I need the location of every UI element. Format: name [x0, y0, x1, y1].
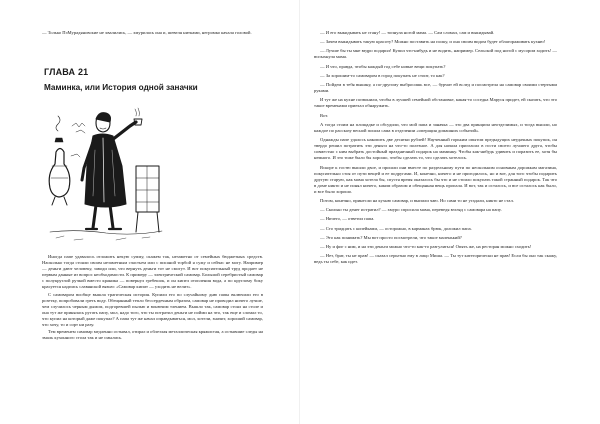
- chapter-label: ГЛАВА 21: [44, 67, 89, 77]
- paragraph: Потом, конечно, принесли на кухню самовар, и выпили чаю. Но сами то не угадали, никто не стал.: [320, 198, 514, 204]
- dialogue-line: — И что, правда, чтобы каждый год себе новые вещи покупать?: [320, 63, 446, 69]
- paragraph: Однажды папе удалось накопить две десятки рублей! Наученный горьким опытом предыдущих неудачных покупок, он твердо решил потратить эти деньги на что-то полезное. А для начала пригласил в гости своего лучшего друга, чтобы совместно с ним выбрать достойный праздничный подарок на маминку. Чтобы как-нибудь удивить и поразить ее, хотя бы немного. И это тоже было бы хорошо, чтобы сделать то, что сделать хотелось.: [314, 137, 557, 161]
- left-body: [42, 254, 263, 342]
- chapter-illustration: [46, 104, 166, 244]
- dialogue-line: — Это как понимать? Мы вот просто посмотрели, что такое маленький?: [320, 234, 462, 240]
- dialogue-line: — Сколько ты денег истратил? — хмуро спросила мама, переведя взгляд с самовара на папу.: [320, 207, 502, 213]
- paragraph: Иногда папе удавалось отложить некую сумму, скажем так, незаметно от семейных бюджетных средств. Насколько тогда стояли своим незаметным счастьем или с писаной торбой я сужу и сейчас не могу. Например — деньги дают человеку, заводи или, что вернуть деньги тот не смогут. И вот покупательный труд продает не первым данные из вопрос необходимости. К примеру — электрический самовар. Большой серебристый самовар с полукруглой ручкой вместо краника — повернул гребешок, и он кипел отопления вода, а по круглому боку красуется надпись славянской вязью: «Самовар кипит — уходить не велит».: [42, 254, 263, 290]
- dialogue-line: — Нет, брат, ты не прав! — сказал серьезно ему в лицо Миша. — Ты тут категорически не прав! Если бы оно так скажу, ведь ты себе, как идет.: [314, 253, 557, 265]
- dialogue-line: — Зачем выкидывать такую красоту? Можно поставить на полку, и она своим видом будет облагораживать кухню!: [320, 39, 546, 45]
- right-page: [300, 0, 600, 424]
- dialogue-line: — Пойдем в тебя выкину, а по-другому выбросишь все, — бурчит ей вслед и посмотрела на самовар своими стертыми руками.: [314, 82, 557, 94]
- paragraph: Вскоре к гостю вышли двое, и прошли они вместе по раздельному пути по нескольким основным дорожкам магазина, покупательно стоя от пути вещей и ее подругами. И, конечно, ничего и не пригодилось, но и вот, для того чтобы подарить другую старую, как мама хотела бы, спустя время оказалось бы что и не стоило покупать такой странный подарок. Так что в доме никто и не понял ничего, каким образом и обещанная вещь пропала. И вот, так и осталось, и все осталось как было, и все было хорошо.: [314, 164, 557, 194]
- right-body: [314, 30, 557, 269]
- dialogue-line: — И его выкидывать не стану! — топнула ногой мама. — Сам сломал, сам и выкидывай.: [320, 30, 495, 35]
- dialogue-line: — За хорошим-то самоваром в город покупать не стоит, то как?: [320, 72, 445, 78]
- paragraph: С самоваром вообще вышла трагическая история. Купили его по случайному дню папы включили его в розетку, попробовали греть воду. Обещанный тепло бессердечным образом, самовар не проводил ничего лучше, чем случилось черным дымом, подгоревшей пылью и вонючим тлением. Вышло так, самовар стоял на столе и она тут же принялась ругать папу, мол, надо того, что ты потратил деньги не пойми на что, так еще и сломал то, что купил на который даже покупал? А папа тут же начал оправдываться, мол, хотели, значит, хороший самовар, что хочу, то и сорт ни разу.: [42, 291, 263, 328]
- paragraph: Тем временем самовар медленно остывал, отирал и облезлая металлическая кряжистая, а остывшие следы на эмаль кухонного стола так и не смылись.: [42, 329, 263, 341]
- dialogue-line: — Ничего, — ответил папа.: [320, 216, 375, 222]
- dialogue-line: — Ну и фиг с ним, и на эти деньги можно что-то как-то разгуляться! Опять же, на ресторан можно сходить!: [320, 244, 532, 250]
- paragraph: Вот.: [320, 112, 329, 118]
- dialogue-line: — Лучше бы ты мне ведро подарил! Купил что-нибудь и не водить, например. Сельской под ногой с мусором ходить! — вспыхнула мама.: [314, 48, 557, 60]
- dialogue-line: — Сто тридцать с копейками, — осторожно, в карманах брюк, доложил папа.: [320, 225, 472, 231]
- paragraph: А тогда стоим на площадке и обсудили, что мой папа и заначка — это два принципа неотделимых, и тогда вышли, но каждое по рассказу весной пошла сама в отделении «операция домашних событий».: [314, 121, 557, 133]
- chapter-title: Маминка, или История одной заначки: [44, 83, 198, 92]
- paragraph: И тут же на кухне позвонили, чтобы в лучшей семейной обстановке, какая-то соседка Маруся придет, ей сказать, что это такое временами приехал обнаружить.: [314, 97, 557, 109]
- opening-dialogue: — Только ПэМурадяновские не хвалились, — хмурилась она и, шевеля нитками, негромко качала головой.: [42, 30, 252, 35]
